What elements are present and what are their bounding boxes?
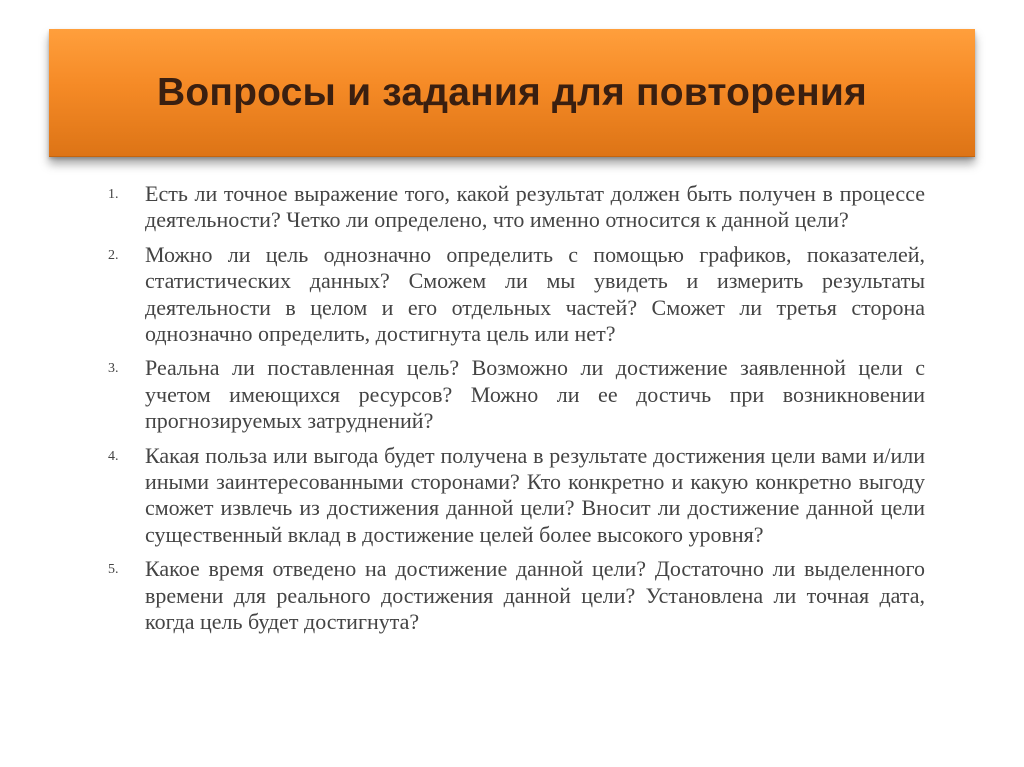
question-text: Какая польза или выгода будет получена в результате достижения цели вами и/или иными заинтересованными сторонами? Кто конкретно и какую конкретно выгоду сможет извлечь из достижения данной цели? Вносит ли достижение данной цели существенный вклад в достижение целей более высокого уровня? <box>145 442 925 547</box>
question-item-2 <box>108 242 925 348</box>
question-number: 1. <box>108 187 119 202</box>
question-number: 3. <box>108 361 119 377</box>
question-number: 2. <box>108 247 119 263</box>
question-text: Можно ли цель однозначно определить с помощью графиков, показателей, статистических данных? Сможем ли мы увидеть и измерить результаты деятельности в целом и его отдельных частей? Сможет ли третья сторона однозначно определить, достигнута цель или нет? <box>145 241 925 347</box>
question-number: 5. <box>108 562 119 578</box>
questions-list <box>108 181 925 636</box>
slide-title: Вопросы и задания для повторения <box>156 70 868 114</box>
question-item-1 <box>108 181 925 234</box>
question-text: Реальна ли поставленная цель? Возможно ли достижение заявленной цели с учетом имеющихся ресурсов? Можно ли ее достичь при возникновении прогнозируемых затруднений? <box>145 355 925 434</box>
question-item-3 <box>108 355 925 434</box>
question-text: Какое время отведено на достижение данной цели? Достаточно ли выделенного времени для реального достижения данной цели? Установлена ли точная дата, когда цель будет достигнута? <box>145 556 925 635</box>
questions-section <box>108 181 925 644</box>
question-number: 4. <box>108 448 119 464</box>
title-banner <box>49 29 975 157</box>
question-item-5 <box>108 556 925 635</box>
question-text: Есть ли точное выражение того, какой результат должен быть получен в процессе деятельности? Четко ли определено, что именно относится к данной цели? <box>145 181 925 233</box>
question-item-4 <box>108 443 925 549</box>
